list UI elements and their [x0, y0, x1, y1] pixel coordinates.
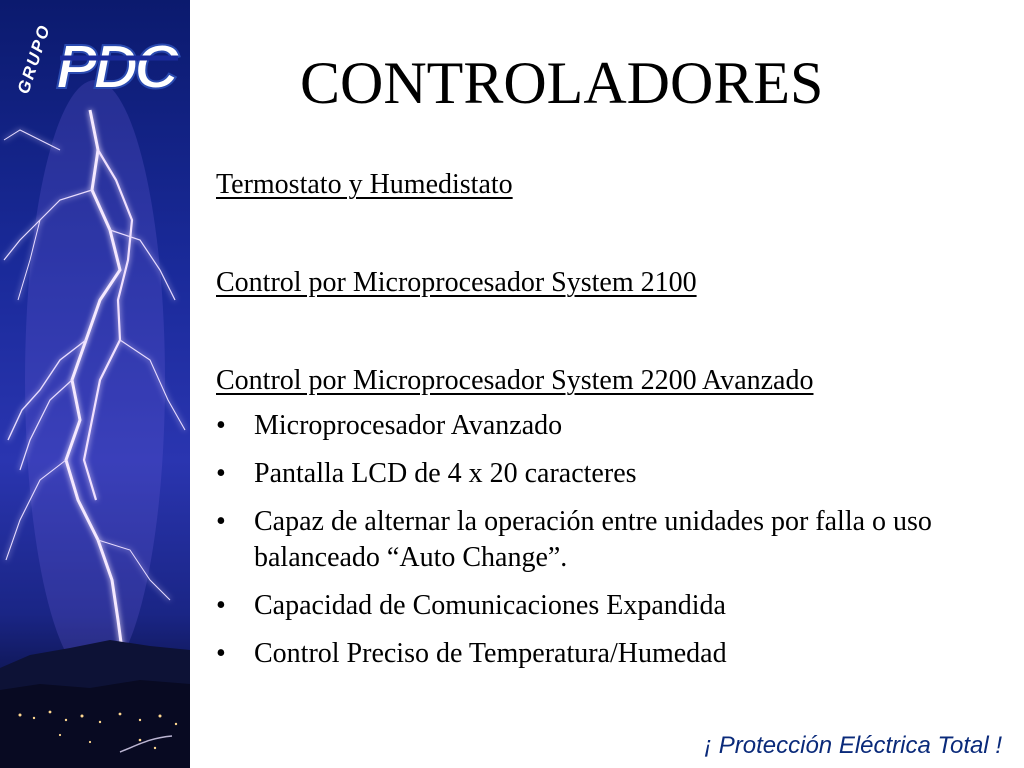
list-item	[216, 408, 1006, 444]
list-item	[216, 588, 1006, 624]
bullet-marker: •	[216, 410, 226, 441]
list-item-text: Capaz de alternar la operación entre unidades por falla o uso balanceado “Auto Change”.	[254, 506, 932, 573]
lightning-image	[0, 0, 190, 768]
slide-title: CONTROLADORES	[300, 50, 824, 116]
list-item	[216, 636, 1006, 672]
bullet-marker: •	[216, 458, 226, 489]
list-item-text: Pantalla LCD de 4 x 20 caracteres	[254, 458, 637, 489]
bullet-marker: •	[216, 506, 226, 537]
list-item-text: Microprocesador Avanzado	[254, 410, 563, 441]
logo-group-text: GRUPO	[13, 21, 55, 97]
section-heading-termostato: Termostato y Humedistato	[216, 169, 513, 200]
bullet-marker: •	[216, 590, 226, 621]
feature-list	[216, 408, 1006, 684]
list-item-text: Control Preciso de Temperatura/Humedad	[254, 638, 727, 669]
list-item-text: Capacidad de Comunicaciones Expandida	[254, 590, 726, 621]
list-item	[216, 504, 1006, 576]
section-heading-system-2200: Control por Microprocesador System 2200 Avanzado	[216, 365, 814, 396]
list-item	[216, 456, 1006, 492]
grupo-pdc-logo	[0, 0, 190, 110]
logo-brand-text: PDC	[56, 33, 175, 102]
section-heading-system-2100: Control por Microprocesador System 2100	[216, 267, 697, 298]
lightning-sidebar	[0, 0, 190, 768]
footer-slogan: ¡ Protección Eléctrica Total !	[704, 732, 1002, 759]
bullet-marker: •	[216, 638, 226, 669]
